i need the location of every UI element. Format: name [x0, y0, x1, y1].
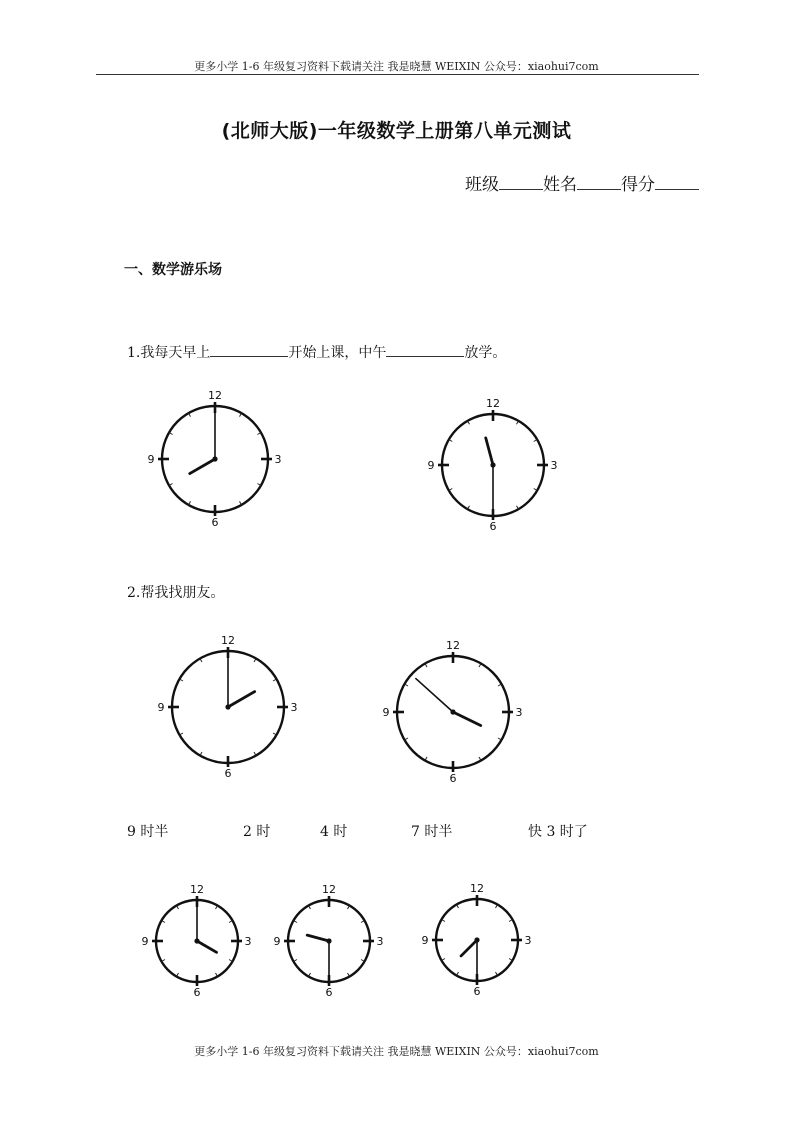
clock-number: 12	[470, 882, 484, 895]
question-2: 2.帮我找朋友。	[127, 585, 225, 601]
clock-number: 12	[221, 634, 235, 647]
clock-number: 3	[290, 701, 298, 714]
class-label: 班级	[465, 175, 499, 195]
clock-number: 12	[190, 883, 204, 896]
clock-face	[141, 883, 252, 999]
header-divider	[96, 74, 699, 75]
clock-number: 6	[211, 516, 219, 529]
clock-center-hub	[225, 704, 230, 709]
class-blank[interactable]	[499, 175, 543, 190]
clock-number: 9	[147, 453, 155, 466]
clock-center-hub	[450, 709, 455, 714]
clock-number: 3	[376, 935, 384, 948]
page-header-text: 更多小学 1-6 年级复习资料下载请关注 我是晓慧 WEIXIN 公众号：xiaohui7com	[194, 60, 599, 73]
answer-label: 2 时	[243, 824, 271, 840]
clock-number: 6	[193, 986, 201, 999]
clock-number: 6	[224, 767, 232, 780]
section-title: 一、数学游乐场	[124, 262, 222, 278]
clock-number: 9	[141, 935, 149, 948]
clock-number: 12	[446, 639, 460, 652]
question-1-blank-noon[interactable]	[386, 344, 464, 357]
clock-center-hub	[326, 938, 331, 943]
clock-center-hub	[474, 937, 479, 942]
clock-number: 3	[244, 935, 252, 948]
question-1-text-a: 1.我每天早上	[127, 345, 211, 361]
question-1	[127, 342, 506, 362]
score-blank[interactable]	[655, 175, 699, 190]
answer-label: 快 3 时了	[528, 824, 588, 840]
clock-face	[273, 883, 384, 999]
clock-face	[427, 397, 558, 533]
answer-label: 7 时半	[411, 824, 453, 840]
clock-number: 6	[473, 985, 481, 998]
clock-number: 3	[515, 706, 523, 719]
clock-number: 6	[449, 772, 457, 785]
clock-face	[157, 634, 298, 780]
question-1-text-c: 放学。	[464, 345, 507, 361]
question-1-text-b: 开始上课，中午	[288, 345, 387, 361]
name-blank[interactable]	[577, 175, 621, 190]
answer-label: 4 时	[320, 824, 348, 840]
clock-number: 9	[157, 701, 165, 714]
student-info-line	[465, 170, 699, 195]
page-footer-text: 更多小学 1-6 年级复习资料下载请关注 我是晓慧 WEIXIN 公众号：xiaohui7com	[194, 1045, 599, 1058]
page-title: (北师大版)一年级数学上册第八单元测试	[221, 120, 572, 142]
clock-number: 3	[274, 453, 282, 466]
clock-number: 3	[524, 934, 532, 947]
clock-center-hub	[194, 938, 199, 943]
clock-number: 9	[382, 706, 390, 719]
clock-number: 9	[273, 935, 281, 948]
answer-label: 9 时半	[127, 824, 169, 840]
score-label: 得分	[621, 175, 655, 195]
clock-number: 12	[208, 389, 222, 402]
question-1-blank-morning[interactable]	[210, 344, 288, 357]
name-label: 姓名	[543, 175, 577, 195]
clock-number: 12	[322, 883, 336, 896]
clock-face	[421, 882, 532, 998]
clock-number: 9	[427, 459, 435, 472]
clock-center-hub	[490, 462, 495, 467]
clock-number: 9	[421, 934, 429, 947]
clock-number: 12	[486, 397, 500, 410]
clock-number: 6	[489, 520, 497, 533]
clock-number: 6	[325, 986, 333, 999]
clock-center-hub	[212, 456, 217, 461]
clock-face	[382, 639, 523, 785]
clock-face	[147, 389, 282, 529]
clock-number: 3	[550, 459, 558, 472]
